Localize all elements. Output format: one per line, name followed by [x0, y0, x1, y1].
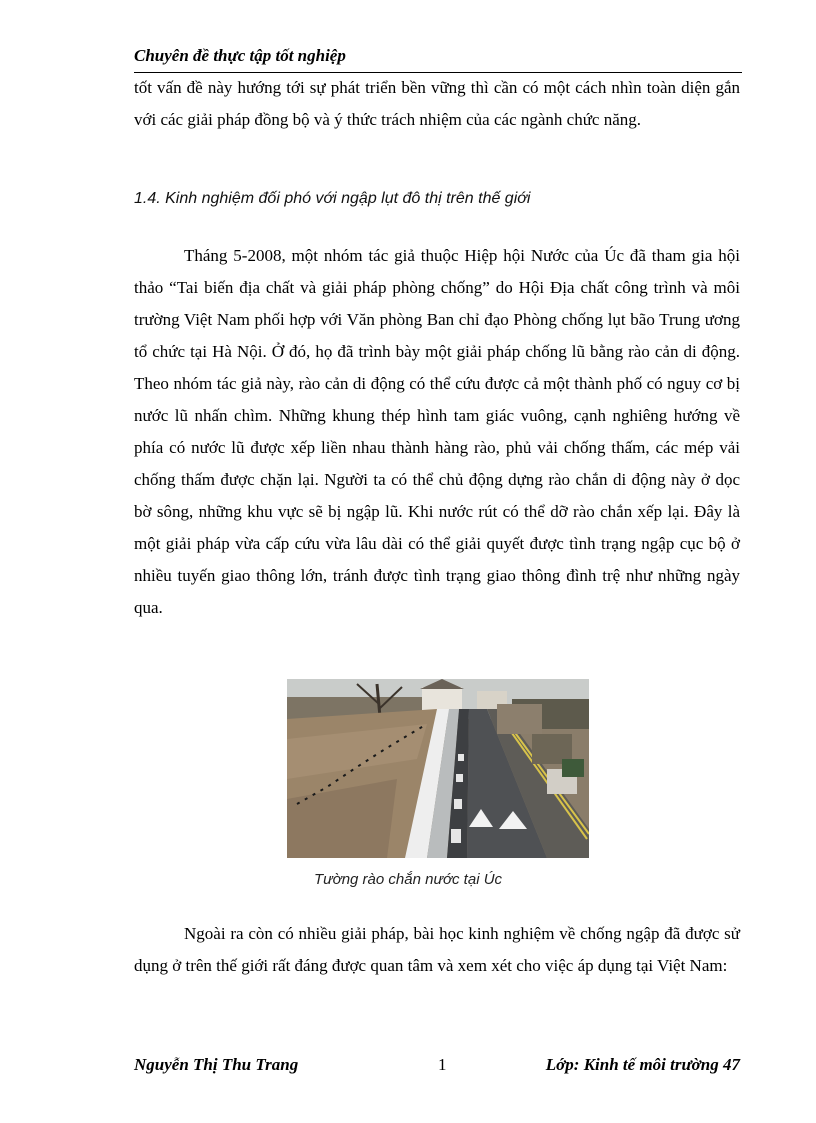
header-title: Chuyên đề thực tập tốt nghiệp [134, 46, 346, 65]
closing-paragraph-block [134, 918, 740, 982]
page-number: 1 [438, 1055, 447, 1074]
flood-barrier-illustration [287, 679, 589, 858]
footer-author: Nguyễn Thị Thu Trang [134, 1055, 299, 1074]
main-paragraph-block [134, 240, 740, 624]
closing-paragraph: Ngoài ra còn có nhiều giải pháp, bài học kinh nghiệm về chống ngập đã được sử dụng ở trên thế giới rất đáng được quan tâm và xem xét cho việc áp dụng tại Việt Nam: [134, 924, 740, 975]
footer-class-label: Lớp: Kinh tế môi trường 47 [545, 1055, 740, 1074]
intro-paragraph-block [134, 72, 740, 136]
figure-caption: Tường rào chắn nước tại Úc [313, 871, 503, 888]
section-heading: 1.4. Kinh nghiệm đối phó với ngập lụt đô thị trên thế giới [134, 190, 531, 207]
main-paragraph: Tháng 5-2008, một nhóm tác giả thuộc Hiệp hội Nước của Úc đã tham gia hội thảo “Tai biến địa chất và giải pháp phòng chống” do Hội Địa chất công trình và môi trường Việt Nam phối hợp với Văn phòng Ban chỉ đạo Phòng chống lụt bão Trung ương tổ chức tại Hà Nội. Ở đó, họ đã trình bày một giải pháp chống lũ bằng rào cản di động. Theo nhóm tác giả này, rào cản di động có thể cứu được cả một thành phố có nguy cơ bị nước lũ nhấn chìm. Những khung thép hình tam giác vuông, cạnh nghiêng hướng về phía có nước lũ được xếp liền nhau thành hàng rào, phủ vải chống thấm, các mép vải chống thấm được chặn lại. Người ta có thể chủ động dựng rào chắn di động này ở dọc bờ sông, những khu vực sẽ bị ngập lũ. Khi nước rút có thể dỡ rào chắn xếp lại. Đây là một giải pháp vừa cấp cứu vừa lâu dài có thể giải quyết được tình trạng ngập cục bộ ở nhiều tuyến giao thông lớn, tránh được tình trạng giao thông đình trệ như những ngày qua. [134, 246, 740, 617]
flood-barrier-photo [287, 679, 589, 858]
intro-paragraph: tốt vấn đề này hướng tới sự phát triển bền vững thì cần có một cách nhìn toàn diện gắn với các giải pháp đồng bộ và ý thức trách nhiệm của các ngành chức năng. [134, 78, 740, 129]
